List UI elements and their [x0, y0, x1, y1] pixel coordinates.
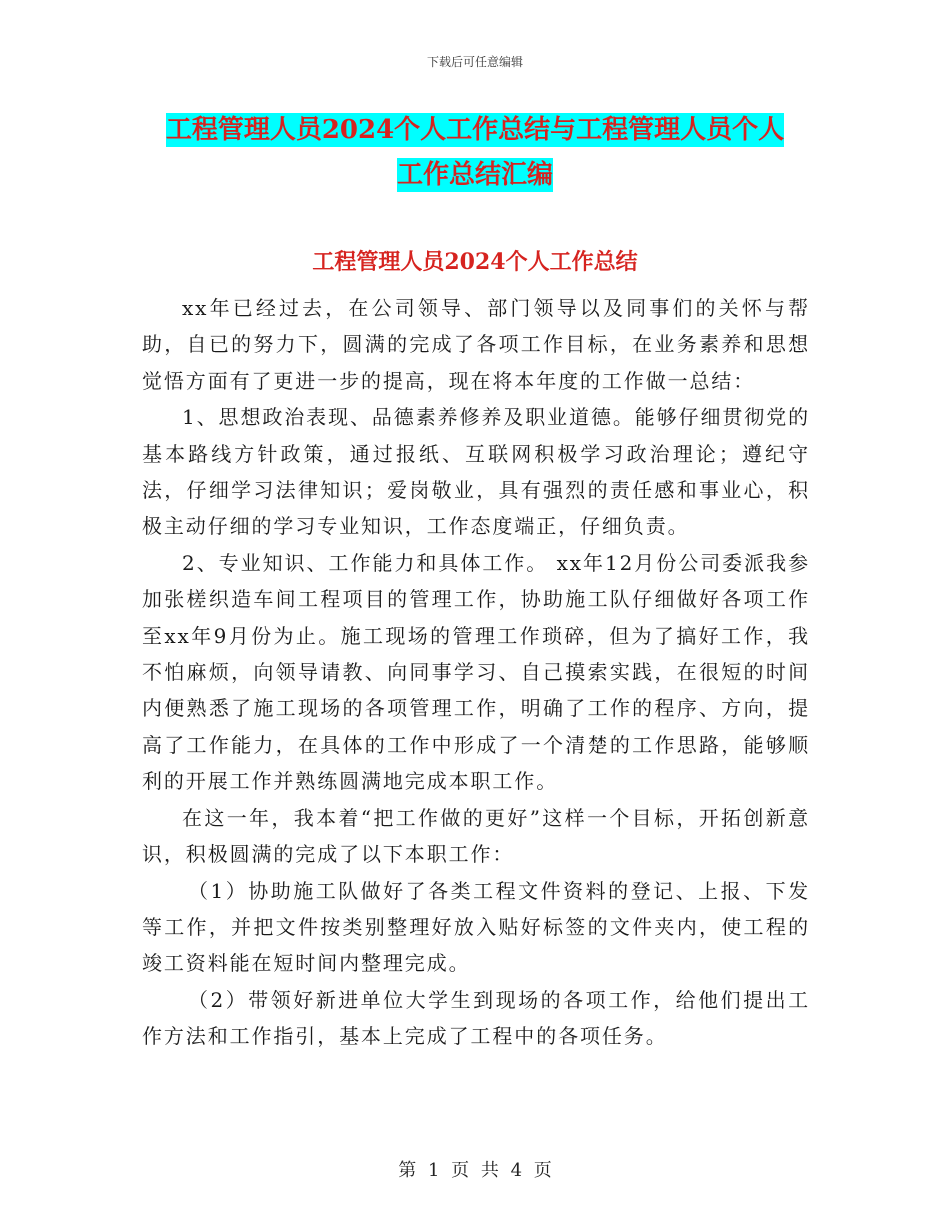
paragraph-intro: xx年已经过去，在公司领导、部门领导以及同事们的关怀与帮助，自已的努力下，圆满的完成了各项工作目标，在业务素养和思想觉悟方面有了更进一步的提高，现在将本年度的工作做一总结： [142, 296, 810, 393]
title-line-1: 工程管理人员2024个人工作总结与工程管理人员个人 [165, 115, 785, 145]
paragraph-year-summary: 在这一年，我本着“把工作做的更好”这样一个目标，开拓创新意识，积极圆满的完成了以下本职工作： [142, 805, 810, 867]
paragraph-subitem-2: （2）带领好新进单位大学生到现场的各项工作，给他们提出工作方法和工作指引，基本上完成了工程中的各项任务。 [142, 987, 810, 1049]
title-line-2: 工作总结汇编 [396, 160, 553, 190]
paragraph-item-1: 1、思想政治表现、品德素养修养及职业道德。能够仔细贯彻党的基本路线方针政策，通过报纸、互联网积极学习政治理论；遵纪守法，仔细学习法律知识；爱岗敬业，具有强烈的责任感和事业心，积极主动仔细的学习专业知识，工作态度端正，仔细负责。 [142, 405, 810, 539]
page-footer: 第 1 页 共 4 页 [398, 1160, 552, 1181]
document-title [140, 108, 810, 198]
document-body [142, 290, 810, 1055]
header-note: 下载后可任意编辑 [426, 55, 523, 69]
paragraph-subitem-1: （1）协助施工队做好了各类工程文件资料的登记、上报、下发等工作，并把文件按类别整理好放入贴好标签的文件夹内，使工程的竣工资料能在短时间内整理完成。 [142, 878, 810, 976]
section-title: 工程管理人员2024个人工作总结 [312, 249, 638, 275]
paragraph-item-2: 2、专业知识、工作能力和具体工作。 xx年12月份公司委派我参加张槎织造车间工程项目的管理工作，协助施工队仔细做好各项工作至xx年9月份为止。施工现场的管理工作琐碎，但为了搞好工作，我不怕麻烦，向领导请教、向同事学习、自己摸索实践，在很短的时间内便熟悉了施工现场的各项管理工作，明确了工作的程序、方向，提高了工作能力，在具体的工作中形成了一个清楚的工作思路，能够顺利的开展工作并熟练圆满地完成本职工作。 [142, 550, 810, 794]
